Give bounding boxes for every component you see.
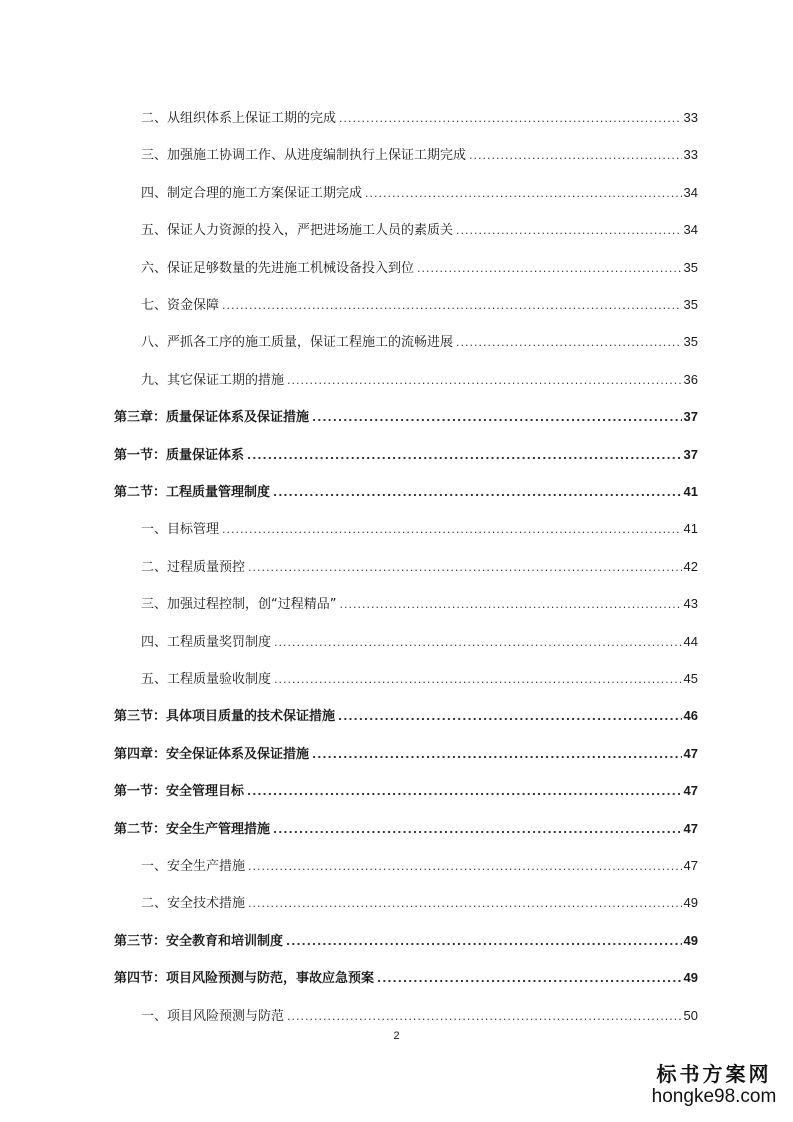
toc-section-entry[interactable] bbox=[141, 856, 698, 876]
toc-leader-dots bbox=[312, 408, 682, 428]
toc-leader-dots bbox=[273, 820, 682, 840]
toc-leader-dots bbox=[274, 633, 682, 653]
toc-entry-page: 41 bbox=[683, 484, 698, 499]
toc-entry-label: 五、工程质量验收制度 bbox=[141, 672, 272, 687]
toc-entry-label: 第二节：安全生产管理措施 bbox=[114, 822, 271, 837]
toc-entry-page: 35 bbox=[683, 334, 698, 349]
page-number: 2 bbox=[393, 1030, 400, 1042]
toc-entry-page: 49 bbox=[683, 933, 698, 948]
toc-leader-dots bbox=[222, 520, 682, 540]
toc-entry-label: 一、项目风险预测与防范 bbox=[141, 1009, 285, 1024]
toc-entry-label: 四、制定合理的施工方案保证工期完成 bbox=[141, 186, 363, 201]
toc-leader-dots bbox=[247, 782, 682, 802]
toc-chapter-entry[interactable] bbox=[114, 931, 698, 951]
toc-entry-page: 33 bbox=[683, 110, 698, 125]
toc-entry-page: 34 bbox=[683, 185, 698, 200]
toc-leader-dots bbox=[248, 857, 682, 877]
toc-leader-dots bbox=[248, 558, 682, 578]
toc-entry-label: 三、加强过程控制，创“过程精品” bbox=[141, 597, 337, 612]
toc-chapter-entry[interactable] bbox=[114, 706, 698, 726]
toc-entry-label: 四、工程质量奖罚制度 bbox=[141, 635, 272, 650]
toc-section-entry[interactable] bbox=[141, 893, 698, 913]
toc-chapter-entry[interactable] bbox=[114, 744, 698, 764]
toc-entry-label: 九、其它保证工期的措施 bbox=[141, 373, 285, 388]
toc-leader-dots bbox=[456, 333, 682, 353]
toc-leader-dots bbox=[312, 745, 682, 765]
toc-leader-dots bbox=[248, 894, 682, 914]
toc-chapter-entry[interactable] bbox=[114, 445, 698, 465]
watermark-logo bbox=[649, 1062, 779, 1108]
toc-leader-dots bbox=[274, 670, 682, 690]
toc-leader-dots bbox=[417, 259, 682, 279]
toc-entry-page: 47 bbox=[683, 821, 698, 836]
toc-leader-dots bbox=[339, 109, 682, 129]
toc-section-entry[interactable] bbox=[141, 594, 698, 614]
toc-entry-label: 第三节：安全教育和培训制度 bbox=[114, 934, 284, 949]
toc-entry-page: 37 bbox=[683, 409, 698, 424]
toc-entry-page: 44 bbox=[683, 634, 698, 649]
toc-section-entry[interactable] bbox=[141, 220, 698, 240]
toc-entry-label: 二、从组织体系上保证工期的完成 bbox=[141, 111, 337, 126]
toc-leader-dots bbox=[377, 969, 682, 989]
toc-entry-label: 第四节：项目风险预测与防范，事故应急预案 bbox=[114, 971, 375, 986]
toc-leader-dots bbox=[365, 184, 682, 204]
toc-section-entry[interactable] bbox=[141, 332, 698, 352]
toc-section-entry[interactable] bbox=[141, 370, 698, 390]
toc-entry-page: 37 bbox=[683, 447, 698, 462]
toc-entry-label: 二、安全技术措施 bbox=[141, 896, 246, 911]
toc-entry-label: 五、保证人力资源的投入，严把进场施工人员的素质关 bbox=[141, 223, 454, 238]
toc-section-entry[interactable] bbox=[141, 258, 698, 278]
toc-entry-label: 七、资金保障 bbox=[141, 298, 220, 313]
toc-section-entry[interactable] bbox=[141, 145, 698, 165]
toc-leader-dots bbox=[273, 483, 682, 503]
toc-entry-label: 一、目标管理 bbox=[141, 522, 220, 537]
toc-section-entry[interactable] bbox=[141, 519, 698, 539]
toc-entry-label: 六、保证足够数量的先进施工机械设备投入到位 bbox=[141, 261, 415, 276]
toc-entry-page: 43 bbox=[683, 596, 698, 611]
toc-entry-label: 一、安全生产措施 bbox=[141, 859, 246, 874]
toc-leader-dots bbox=[286, 932, 682, 952]
toc-leader-dots bbox=[287, 1007, 682, 1027]
toc-chapter-entry[interactable] bbox=[114, 482, 698, 502]
toc-chapter-entry[interactable] bbox=[114, 781, 698, 801]
toc-chapter-entry[interactable] bbox=[114, 407, 698, 427]
toc-entry-page: 47 bbox=[683, 783, 698, 798]
toc-entry-page: 50 bbox=[683, 1008, 698, 1023]
toc-entry-page: 46 bbox=[683, 708, 698, 723]
toc-entry-page: 49 bbox=[683, 895, 698, 910]
toc-section-entry[interactable] bbox=[141, 295, 698, 315]
toc-entry-page: 45 bbox=[683, 671, 698, 686]
toc-entry-page: 34 bbox=[683, 222, 698, 237]
toc-chapter-entry[interactable] bbox=[114, 819, 698, 839]
toc-entry-page: 35 bbox=[683, 297, 698, 312]
toc-leader-dots bbox=[469, 146, 682, 166]
watermark-url: hongke98.com bbox=[651, 1086, 777, 1107]
toc-entry-page: 49 bbox=[683, 970, 698, 985]
toc-leader-dots bbox=[339, 595, 681, 615]
toc-section-entry[interactable] bbox=[141, 1006, 698, 1026]
toc-leader-dots bbox=[222, 296, 682, 316]
toc-entry-label: 八、严抓各工序的施工质量，保证工程施工的流畅进展 bbox=[141, 335, 454, 350]
toc-entry-page: 41 bbox=[683, 521, 698, 536]
toc-section-entry[interactable] bbox=[141, 108, 698, 128]
toc-leader-dots bbox=[338, 707, 682, 727]
toc-entry-page: 33 bbox=[683, 147, 698, 162]
toc-section-entry[interactable] bbox=[141, 669, 698, 689]
toc-leader-dots bbox=[287, 371, 682, 391]
toc-entry-label: 第二节：工程质量管理制度 bbox=[114, 485, 271, 500]
toc-section-entry[interactable] bbox=[141, 632, 698, 652]
toc-leader-dots bbox=[456, 221, 682, 241]
toc-entry-page: 36 bbox=[683, 372, 698, 387]
toc-entry-label: 第三节：具体项目质量的技术保证措施 bbox=[114, 709, 336, 724]
toc-entry-page: 35 bbox=[683, 260, 698, 275]
toc-entry-label: 第一节：安全管理目标 bbox=[114, 784, 245, 799]
toc-entry-page: 47 bbox=[683, 746, 698, 761]
toc-section-entry[interactable] bbox=[141, 183, 698, 203]
toc-entry-page: 47 bbox=[683, 858, 698, 873]
toc-entry-page: 42 bbox=[683, 559, 698, 574]
watermark-title: 标书方案网 bbox=[656, 1062, 772, 1086]
toc-entry-label: 第三章：质量保证体系及保证措施 bbox=[114, 410, 310, 425]
toc-chapter-entry[interactable] bbox=[114, 968, 698, 988]
toc-entry-label: 二、过程质量预控 bbox=[141, 560, 246, 575]
toc-section-entry[interactable] bbox=[141, 557, 698, 577]
toc-leader-dots bbox=[247, 446, 682, 466]
toc-entry-label: 三、加强施工协调工作、从进度编制执行上保证工期完成 bbox=[141, 148, 467, 163]
toc-entry-label: 第一节：质量保证体系 bbox=[114, 448, 245, 463]
toc-entry-label: 第四章：安全保证体系及保证措施 bbox=[114, 747, 310, 762]
